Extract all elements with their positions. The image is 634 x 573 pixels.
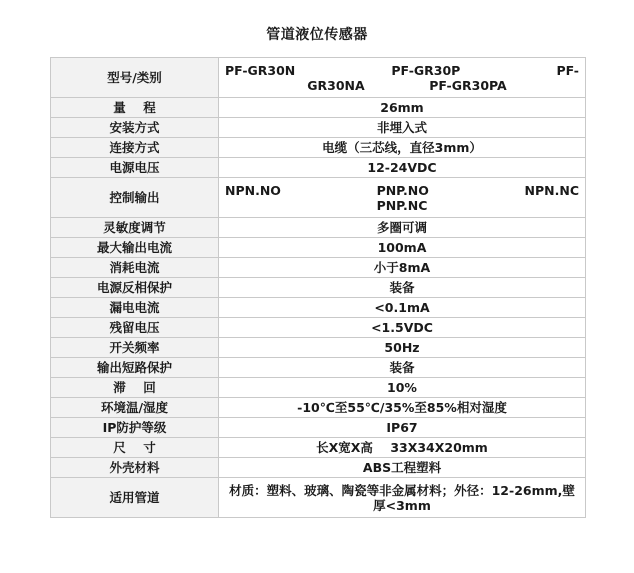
row-value: 50Hz: [219, 338, 586, 358]
row-value: 非埋入式: [219, 118, 586, 138]
row-value: 26mm: [219, 98, 586, 118]
row-label: 控制输出: [51, 178, 219, 218]
table-row: [51, 238, 586, 258]
table-row: [51, 458, 586, 478]
row-value: 长X宽X高 33X34X20mm: [219, 438, 586, 458]
table-row: [51, 158, 586, 178]
table-row: [51, 218, 586, 238]
page-title: 管道液位传感器: [266, 27, 368, 43]
row-value: 装备: [219, 278, 586, 298]
output-value: NPN.NO: [225, 182, 281, 198]
row-value: 装备: [219, 358, 586, 378]
row-label: 型号/类别: [51, 58, 219, 98]
row-value: 10%: [219, 378, 586, 398]
table-row: [51, 358, 586, 378]
row-label: 适用管道: [51, 478, 219, 518]
output-value: PNP.NC: [376, 197, 428, 213]
table-row: [51, 118, 586, 138]
model-value: PF-GR30P: [391, 62, 461, 78]
table-row: [51, 98, 586, 118]
row-value: -10℃至55℃/35%至85%相对湿度: [219, 398, 586, 418]
table-row: [51, 378, 586, 398]
row-label: 电源反相保护: [51, 278, 219, 298]
table-row: [51, 478, 586, 518]
model-value: PF-: [556, 62, 579, 78]
row-value: <1.5VDC: [219, 318, 586, 338]
row-label: IP防护等级: [51, 418, 219, 438]
model-value: PF-GR30N: [225, 62, 296, 78]
row-value: IP67: [219, 418, 586, 438]
table-row: [51, 58, 586, 98]
row-label: 漏电电流: [51, 298, 219, 318]
table-row: [51, 398, 586, 418]
row-value: ABS工程塑料: [219, 458, 586, 478]
row-label: 尺 寸: [51, 438, 219, 458]
row-label: 开关频率: [51, 338, 219, 358]
model-values: [219, 58, 586, 98]
row-value: 100mA: [219, 238, 586, 258]
row-label: 滞 回: [51, 378, 219, 398]
row-label: 消耗电流: [51, 258, 219, 278]
row-label: 外壳材料: [51, 458, 219, 478]
row-label: 安装方式: [51, 118, 219, 138]
row-value: 多圈可调: [219, 218, 586, 238]
table-row: [51, 338, 586, 358]
output-value: NPN.NC: [524, 182, 579, 198]
row-value: 12-24VDC: [219, 158, 586, 178]
table-row: [51, 438, 586, 458]
table-row: [51, 258, 586, 278]
spec-table: [50, 57, 586, 518]
row-label: 输出短路保护: [51, 358, 219, 378]
model-value: PF-GR30PA: [429, 77, 507, 93]
model-value: GR30NA: [307, 77, 365, 93]
table-row: [51, 318, 586, 338]
row-value: 小于8mA: [219, 258, 586, 278]
table-row: [51, 138, 586, 158]
row-value: 材质：塑料、玻璃、陶瓷等非金属材料；外径：12-26mm,壁厚<3mm: [219, 478, 586, 518]
row-value: <0.1mA: [219, 298, 586, 318]
table-row: [51, 418, 586, 438]
row-label: 环境温/湿度: [51, 398, 219, 418]
table-row: [51, 278, 586, 298]
row-label: 灵敏度调节: [51, 218, 219, 238]
row-label: 量 程: [51, 98, 219, 118]
row-value: 电缆（三芯线，直径3mm）: [219, 138, 586, 158]
row-label: 残留电压: [51, 318, 219, 338]
output-values: [219, 178, 586, 218]
table-row: [51, 298, 586, 318]
row-label: 连接方式: [51, 138, 219, 158]
row-label: 最大输出电流: [51, 238, 219, 258]
table-row: [51, 178, 586, 218]
output-value: PNP.NO: [376, 182, 429, 198]
row-label: 电源电压: [51, 158, 219, 178]
